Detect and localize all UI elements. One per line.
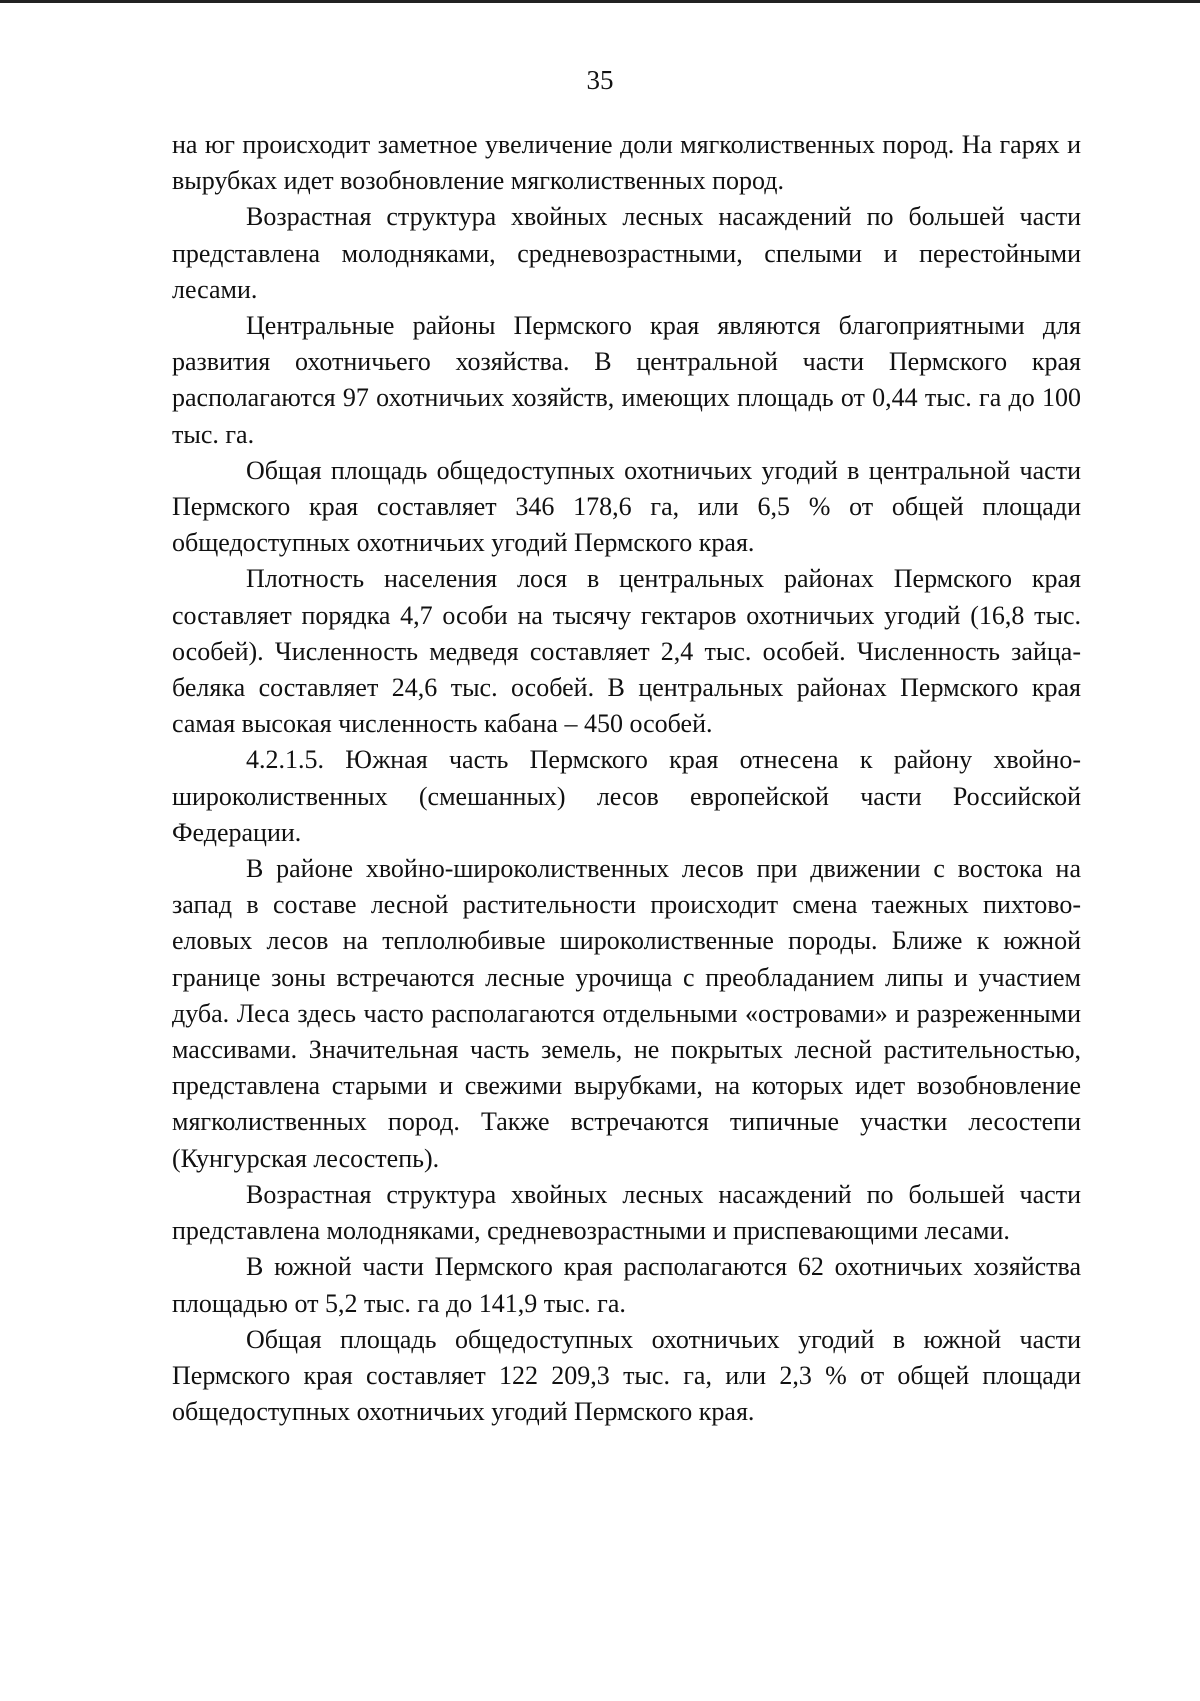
paragraph: Возрастная структура хвойных лесных насаждений по большей части представлена молодняками, средневозрастными и приспевающими лесами.: [172, 1179, 1081, 1246]
paragraph: Возрастная структура хвойных лесных насаждений по большей части представлена молодняками, средневозрастными, спелыми и перестойными лесами.: [172, 202, 1081, 304]
paragraph: В районе хвойно-широколиственных лесов при движении с востока на запад в составе лесной растительности происходит смена таежных пихтово-еловых лесов на теплолюбивые широколиственные породы. Ближе к южной границе зоны встречаются лесные урочища с преобладанием липы и участием дуба. Леса здесь часто располагаются отдельными «островами» и разреженными массивами. Значительная часть земель, не покрытых лесной растительностью, представлена старыми и свежими вырубками, на которых идет возобновление мягколиственных пород. Также встречаются типичные участки лесостепи (Кунгурская лесостепь).: [172, 854, 1081, 1173]
paragraph: Плотность населения лося в центральных районах Пермского края составляет порядка 4,7 особи на тысячу гектаров охотничьих угодий (16,8 тыс. особей). Численность медведя составляет 2,4 тыс. особей. Численность зайца-беляка составляет 24,6 тыс. особей. В центральных районах Пермского края самая высокая численность кабана – 450 особей.: [172, 564, 1081, 739]
paragraph: на юг происходит заметное увеличение доли мягколиственных пород. На гарях и вырубках идет возобновление мягколиственных пород.: [172, 130, 1081, 196]
paragraph: Общая площадь общедоступных охотничьих угодий в южной части Пермского края составляет 122 209,3 тыс. га, или 2,3 % от общей площади общедоступных охотничьих угодий Пермского края.: [172, 1324, 1081, 1427]
paragraph: Центральные районы Пермского края являются благоприятными для развития охотничьего хозяйства. В центральной части Пермского края располагаются 97 охотничьих хозяйств, имеющих площадь от 0,44 тыс. га до 100 тыс. га.: [172, 311, 1081, 449]
paragraph: Общая площадь общедоступных охотничьих угодий в центральной части Пермского края составляет 346 178,6 га, или 6,5 % от общей площади общедоступных охотничьих угодий Пермского края.: [172, 455, 1081, 558]
document-body: [172, 127, 1081, 1430]
paragraph: В южной части Пермского края располагаются 62 охотничьих хозяйства площадью от 5,2 тыс. га до 141,9 тыс. га.: [172, 1252, 1081, 1318]
page-number: 35: [586, 65, 614, 95]
section-heading-paragraph: 4.2.1.5. Южная часть Пермского края отнесена к району хвойно-широколиственных (смешанных) лесов европейской части Российской Федерации.: [172, 745, 1081, 847]
